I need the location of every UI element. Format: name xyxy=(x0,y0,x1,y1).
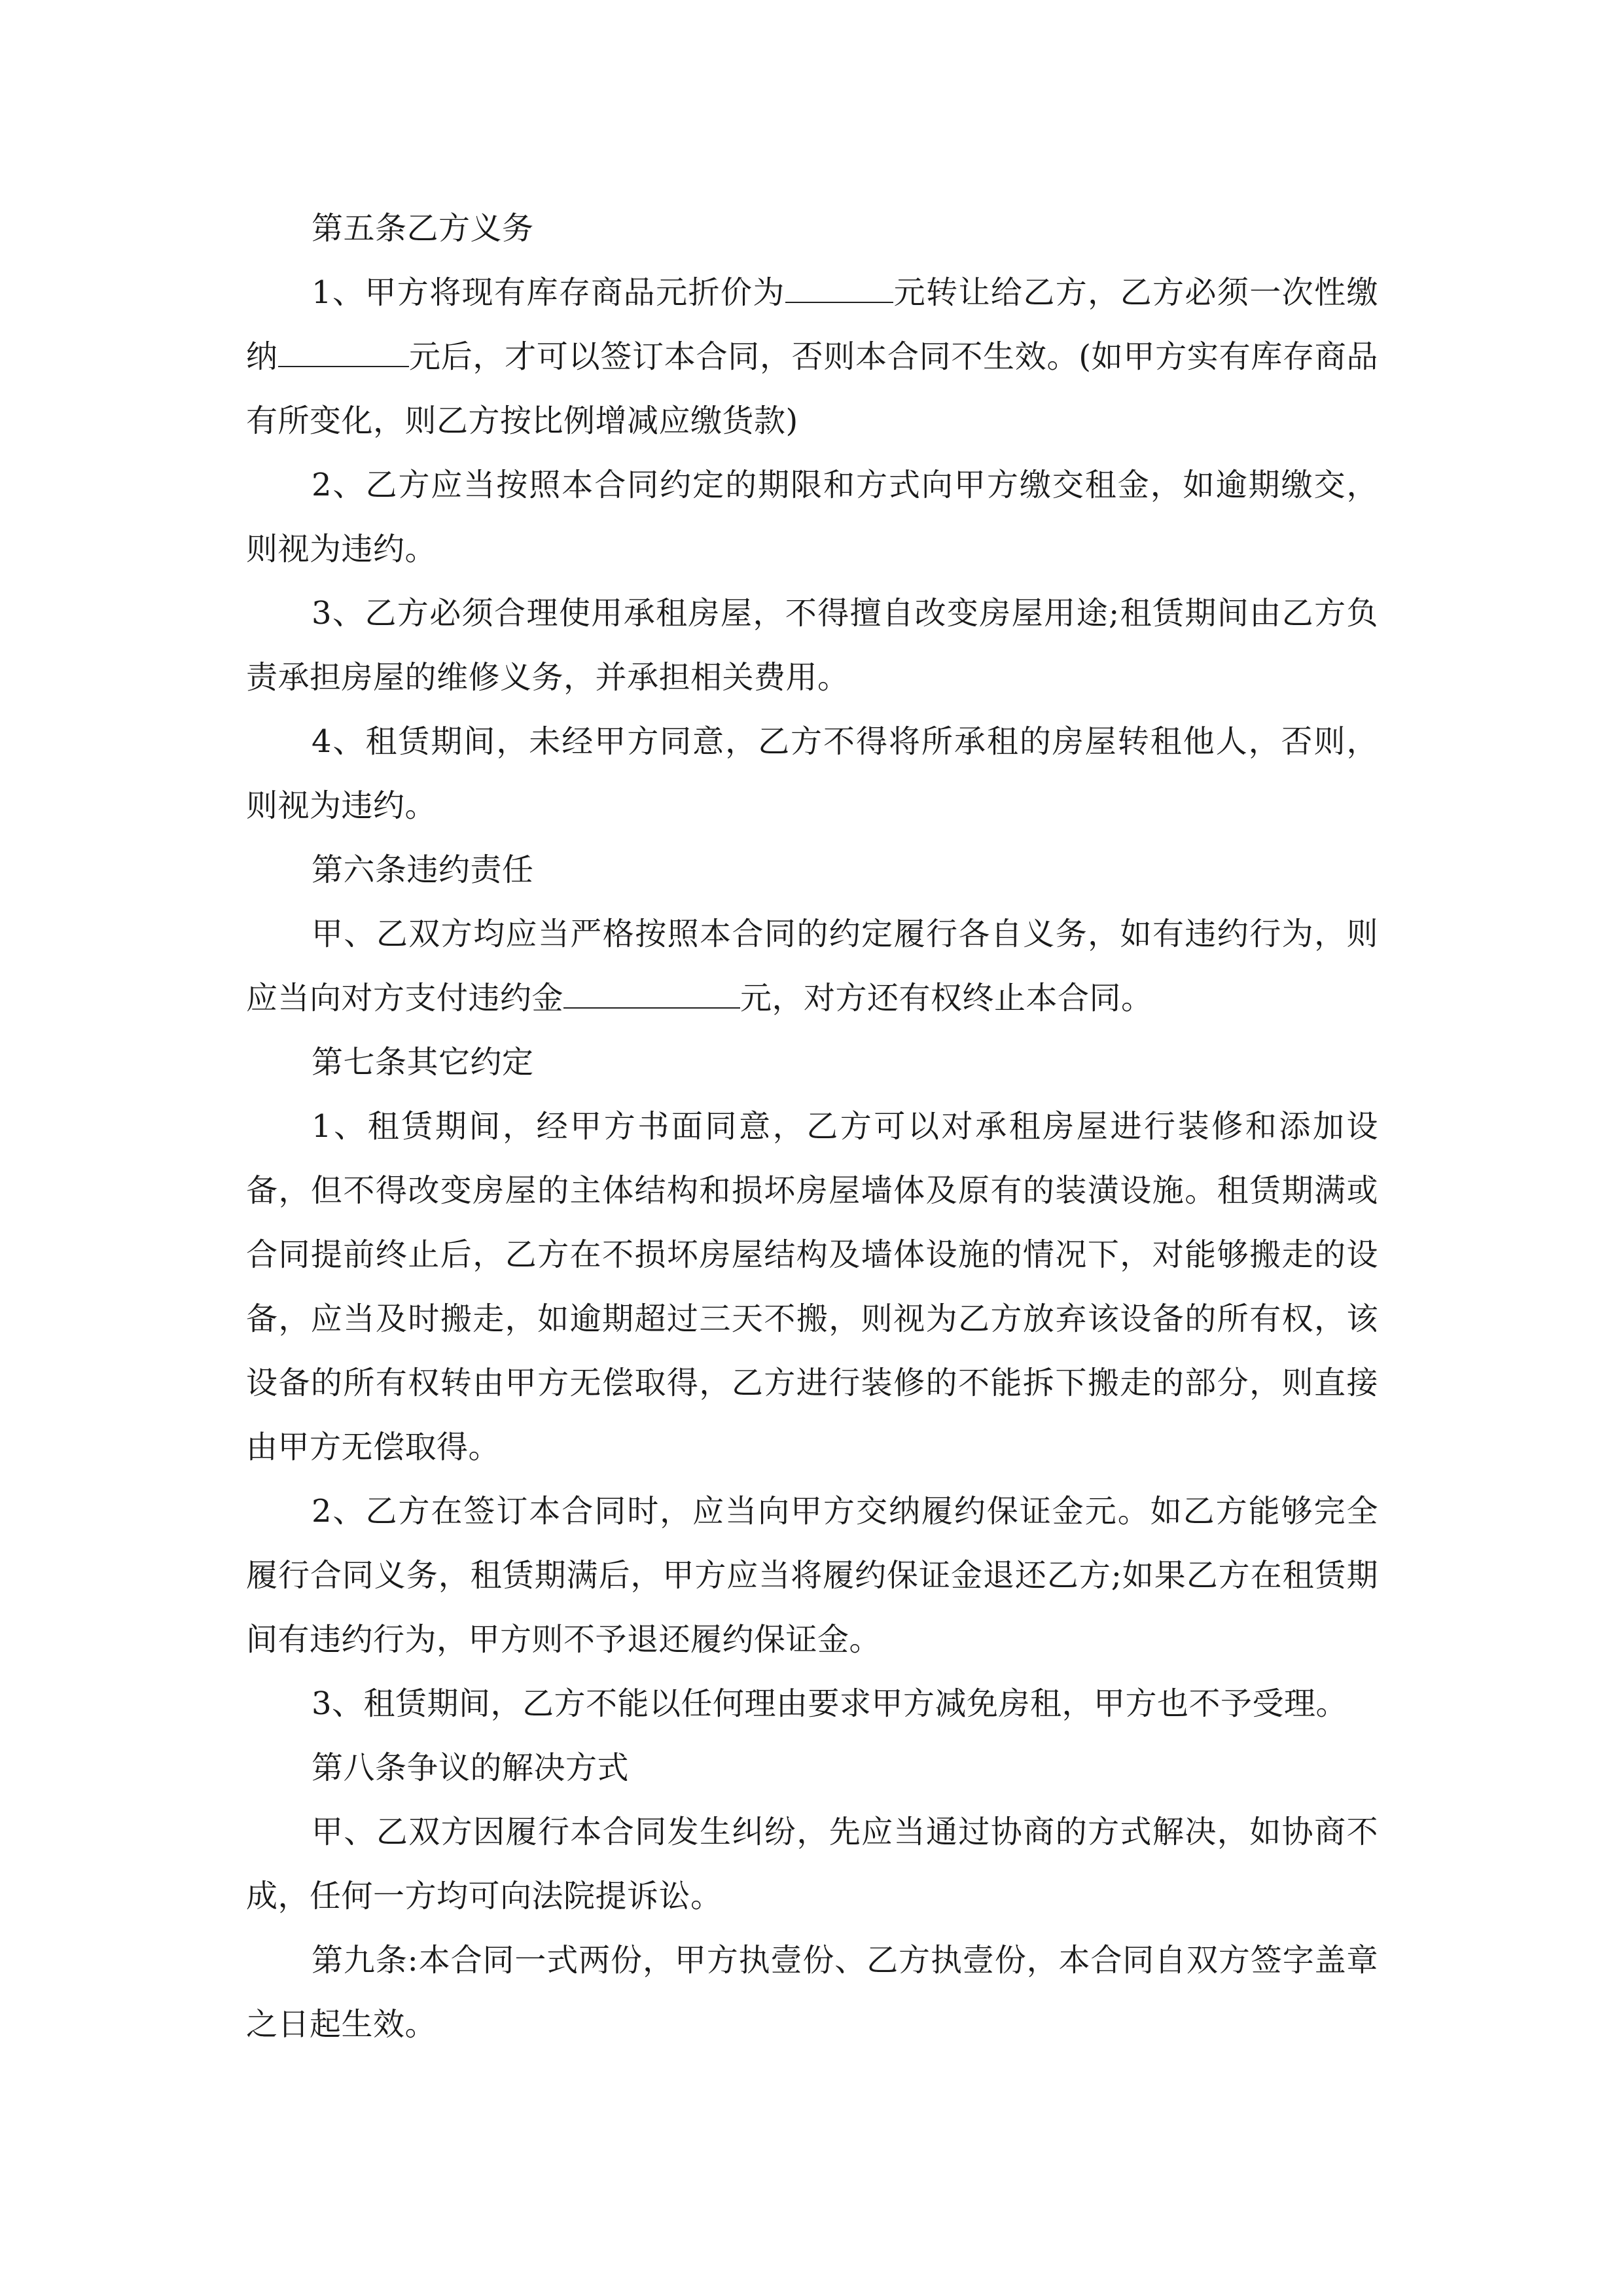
article-6-heading: 第六条违约责任 xyxy=(312,852,534,888)
article-5-item-4: 4、租赁期间，未经甲方同意，乙方不得将所承租的房屋转租他人，否则，则视为违约。 xyxy=(246,723,1378,824)
article-5-item-1-text-a: 1、甲方将现有库存商品元折价为 xyxy=(312,274,785,311)
article-6-text-b: 元，对方还有权终止本合同。 xyxy=(740,980,1153,1016)
article-6-text xyxy=(246,902,1378,1030)
article-9-text: 第九条:本合同一式两份，甲方执壹份、乙方执壹份，本合同自双方签字盖章之日起生效。 xyxy=(246,1942,1378,2043)
contract-page xyxy=(246,196,1378,2056)
article-8-text: 甲、乙双方因履行本合同发生纠纷，先应当通过协商的方式解决，如协商不成，任何一方均可向法院提诉讼。 xyxy=(246,1814,1378,1914)
blank-field-penalty xyxy=(563,981,740,1009)
article-7-item-3: 3、租赁期间，乙方不能以任何理由要求甲方减免房租，甲方也不予受理。 xyxy=(312,1685,1348,1722)
article-5-item-1-text-c: 元后，才可以签订本合同，否则本合同不生效。(如甲方实有库存商品有所变化，则乙方按比例增减应缴货款) xyxy=(246,338,1378,439)
article-8-heading: 第八条争议的解决方式 xyxy=(312,1749,630,1786)
article-7-item-1: 1、租赁期间，经甲方书面同意，乙方可以对承租房屋进行装修和添加设备，但不得改变房屋的主体结构和损坏房屋墙体及原有的装潢设施。租赁期满或合同提前终止后，乙方在不损坏房屋结构及墙体设施的情况下，对能够搬走的设备，应当及时搬走，如逾期超过三天不搬，则视为乙方放弃该设备的所有权，该设备的所有权转由甲方无偿取得，乙方进行装修的不能拆下搬走的部分，则直接由甲方无偿取得。 xyxy=(246,1108,1378,1465)
article-7-item-2: 2、乙方在签订本合同时，应当向甲方交纳履约保证金元。如乙方能够完全履行合同义务，租赁期满后，甲方应当将履约保证金退还乙方;如果乙方在租赁期间有违约行为，甲方则不予退还履约保证金。 xyxy=(246,1493,1378,1658)
article-5-item-2: 2、乙方应当按照本合同约定的期限和方式向甲方缴交租金，如逾期缴交，则视为违约。 xyxy=(246,467,1378,567)
article-5-item-3: 3、乙方必须合理使用承租房屋，不得擅自改变房屋用途;租赁期间由乙方负责承担房屋的维修义务，并承担相关费用。 xyxy=(246,595,1378,696)
article-5-heading: 第五条乙方义务 xyxy=(312,210,534,247)
article-7-heading: 第七条其它约定 xyxy=(312,1044,534,1081)
article-6-text-a: 甲、乙双方均应当严格按照本合同的约定履行各自义务，如有违约行为，则应当向对方支付违约金 xyxy=(246,916,1378,1016)
blank-field-payment xyxy=(278,340,409,367)
article-5-item-1-text-b: 元转让给乙方，乙方必须一次性缴纳 xyxy=(246,274,1378,375)
blank-field-price xyxy=(785,276,893,303)
article-5-item-1 xyxy=(246,260,1378,453)
